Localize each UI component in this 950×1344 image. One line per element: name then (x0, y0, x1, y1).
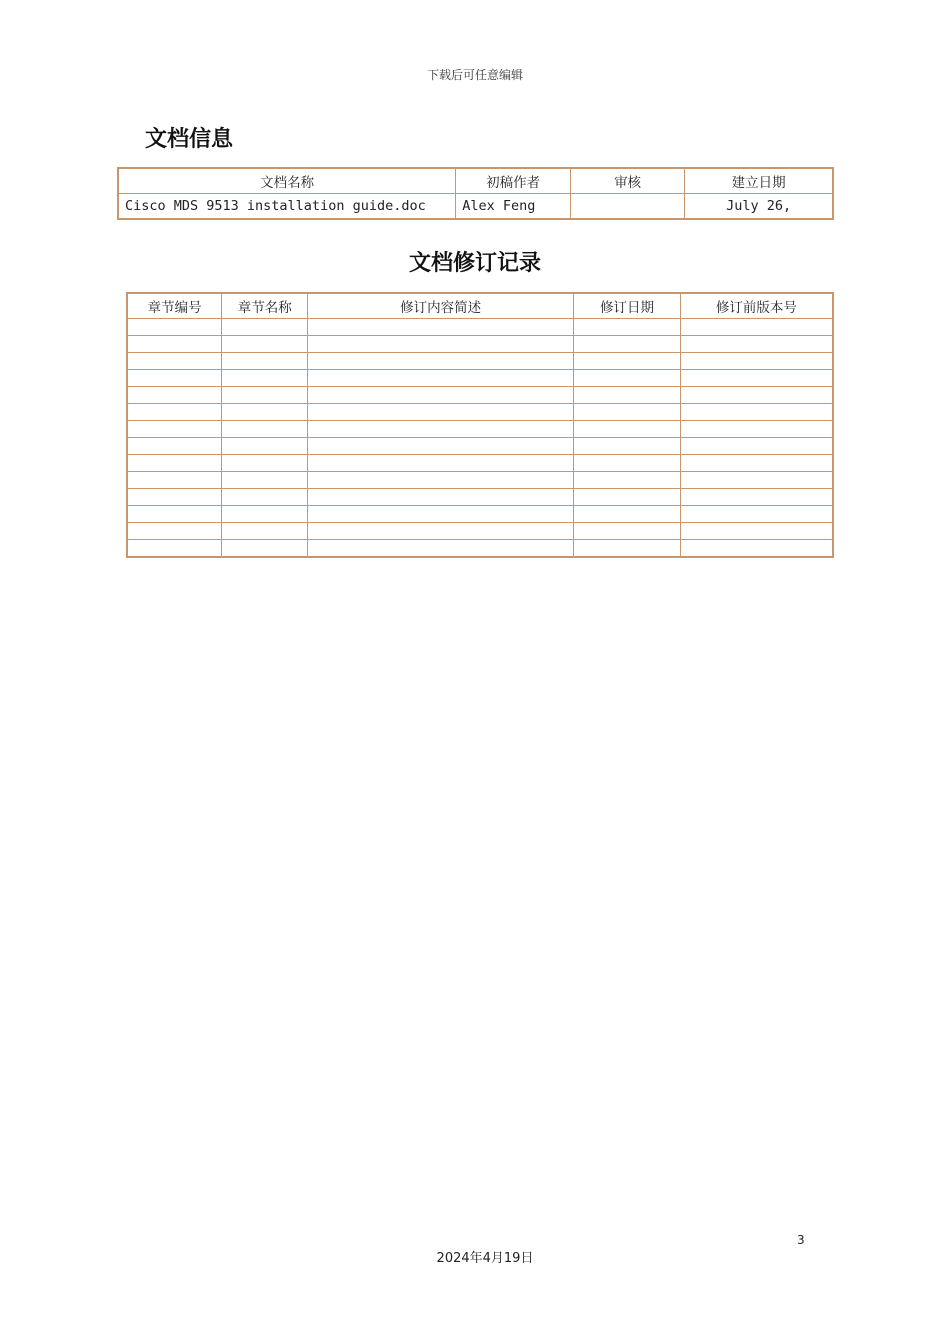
revision-cell (222, 438, 308, 455)
page-number: 3 (797, 1233, 805, 1247)
info-data-row (118, 194, 833, 220)
revision-cell (574, 370, 681, 387)
revision-cell (308, 404, 574, 421)
revision-cell (574, 387, 681, 404)
revision-header-row (127, 293, 833, 319)
revision-cell (308, 336, 574, 353)
revision-cell (222, 540, 308, 558)
revision-row (127, 455, 833, 472)
revision-cell (308, 421, 574, 438)
revision-cell (222, 421, 308, 438)
revision-cell (574, 540, 681, 558)
revision-cell (574, 438, 681, 455)
revision-row (127, 438, 833, 455)
revision-row (127, 540, 833, 558)
revision-cell (222, 370, 308, 387)
header-author: 初稿作者 (456, 168, 571, 194)
revision-cell (308, 472, 574, 489)
revision-row (127, 421, 833, 438)
revision-cell (680, 506, 833, 523)
revision-cell (574, 472, 681, 489)
revision-cell (127, 540, 222, 558)
revision-cell (680, 319, 833, 336)
revision-cell (127, 404, 222, 421)
revision-cell (308, 489, 574, 506)
footer-date: 2024年4月19日 (436, 1251, 534, 1266)
header-doc-name: 文档名称 (118, 168, 456, 194)
cell-created-date: July 26, (685, 194, 833, 220)
revision-cell (574, 353, 681, 370)
header-note: 下载后可任意编辑 (426, 68, 523, 82)
revision-cell (680, 353, 833, 370)
revision-cell (127, 489, 222, 506)
revision-cell (680, 370, 833, 387)
revision-cell (127, 438, 222, 455)
revision-cell (680, 472, 833, 489)
revision-cell (222, 506, 308, 523)
header-previous-version: 修订前版本号 (680, 293, 833, 319)
revision-cell (308, 455, 574, 472)
revision-cell (308, 438, 574, 455)
document-info-title: 文档信息 (145, 127, 234, 152)
revision-cell (574, 489, 681, 506)
revision-cell (680, 540, 833, 558)
revision-cell (222, 353, 308, 370)
revision-cell (574, 336, 681, 353)
revision-cell (574, 319, 681, 336)
revision-cell (222, 387, 308, 404)
revision-cell (127, 353, 222, 370)
revision-row (127, 387, 833, 404)
info-header-row (118, 168, 833, 194)
revision-row (127, 489, 833, 506)
header-reviewer: 审核 (570, 168, 684, 194)
revision-cell (574, 421, 681, 438)
revision-cell (222, 319, 308, 336)
revision-cell (308, 387, 574, 404)
revision-cell (127, 523, 222, 540)
revision-cell (574, 455, 681, 472)
header-created-date: 建立日期 (685, 168, 833, 194)
revision-cell (222, 523, 308, 540)
revision-cell (308, 370, 574, 387)
revision-cell (574, 523, 681, 540)
cell-doc-name: Cisco MDS 9513 installation guide.doc (118, 194, 456, 220)
revision-cell (222, 404, 308, 421)
revision-cell (127, 472, 222, 489)
revision-cell (680, 421, 833, 438)
revision-cell (680, 523, 833, 540)
document-info-table (117, 167, 834, 220)
revision-cell (222, 455, 308, 472)
header-revision-date: 修订日期 (574, 293, 681, 319)
revision-cell (680, 455, 833, 472)
header-section-number: 章节编号 (127, 293, 222, 319)
revision-row (127, 336, 833, 353)
revision-cell (680, 336, 833, 353)
header-section-name: 章节名称 (222, 293, 308, 319)
revision-cell (680, 387, 833, 404)
revision-row (127, 319, 833, 336)
revision-cell (222, 489, 308, 506)
revision-row (127, 404, 833, 421)
revision-cell (127, 370, 222, 387)
revision-cell (308, 506, 574, 523)
revision-cell (308, 523, 574, 540)
cell-author: Alex Feng (456, 194, 571, 220)
revision-cell (574, 506, 681, 523)
revision-cell (127, 421, 222, 438)
cell-reviewer (570, 194, 684, 220)
revision-cell (127, 506, 222, 523)
revision-row (127, 370, 833, 387)
revision-cell (308, 353, 574, 370)
revision-row (127, 353, 833, 370)
revision-cell (127, 387, 222, 404)
revision-cell (308, 319, 574, 336)
revision-row (127, 506, 833, 523)
revision-row (127, 472, 833, 489)
revision-cell (680, 438, 833, 455)
revision-cell (308, 540, 574, 558)
revision-row (127, 523, 833, 540)
revision-record-table (126, 292, 834, 558)
revision-cell (127, 319, 222, 336)
revision-cell (127, 455, 222, 472)
revision-cell (222, 336, 308, 353)
revision-cell (574, 404, 681, 421)
revision-cell (127, 336, 222, 353)
revision-cell (680, 404, 833, 421)
revision-record-title: 文档修订记录 (408, 251, 541, 276)
header-revision-summary: 修订内容简述 (308, 293, 574, 319)
revision-cell (680, 489, 833, 506)
revision-cell (222, 472, 308, 489)
